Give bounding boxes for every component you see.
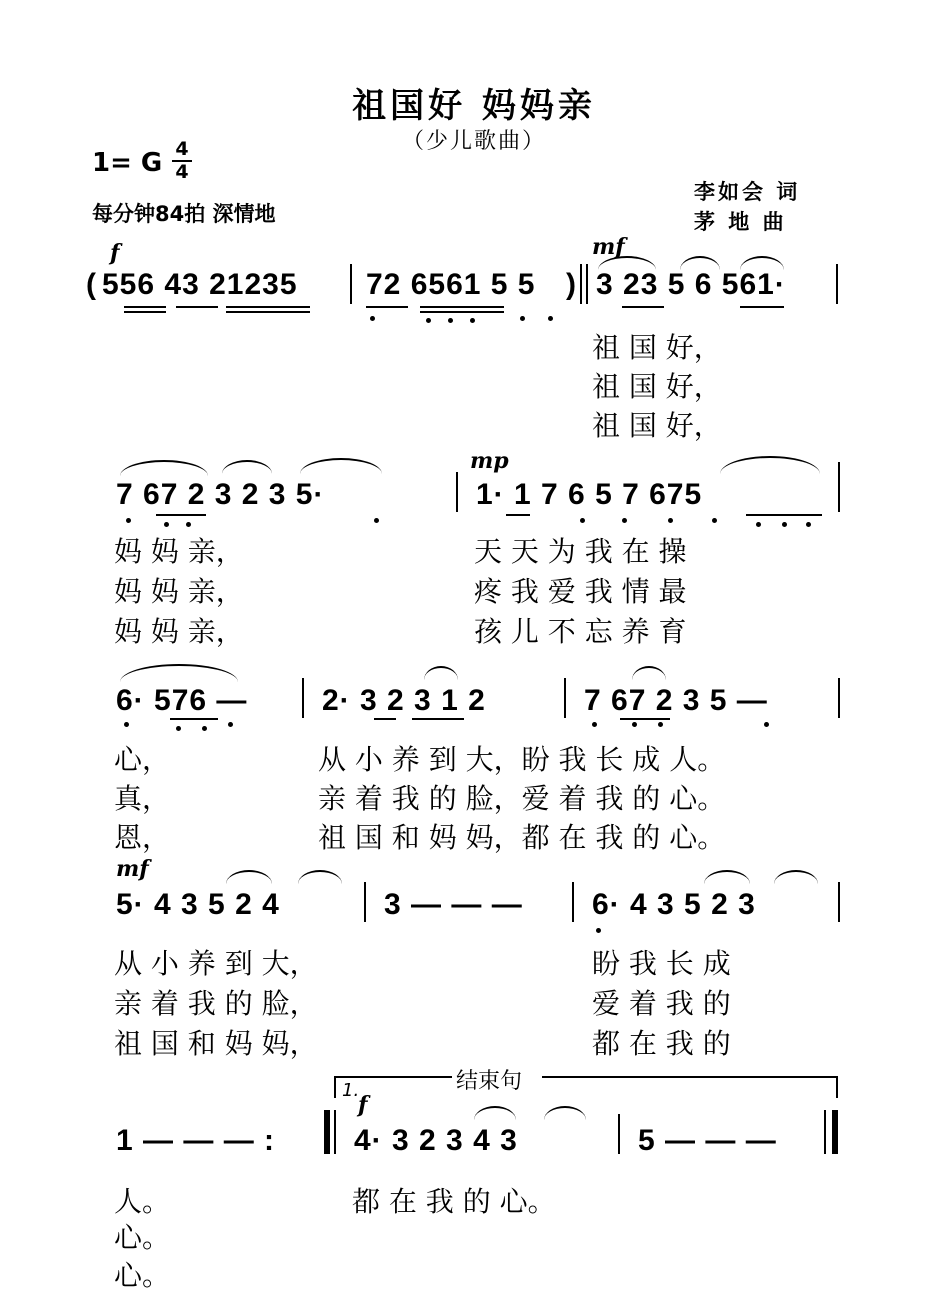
lyric-verse3-line2b: 孩 儿 不 忘 养 育 xyxy=(474,615,687,648)
measure-2: 72 6561 5 5 xyxy=(366,268,536,301)
volta-bracket-left xyxy=(334,1076,336,1098)
low-octave-dot xyxy=(756,522,761,527)
lyric-verse2-line2b: 疼 我 爱 我 情 最 xyxy=(474,575,687,608)
dynamic-mf: mf xyxy=(592,234,625,260)
lyric-verse3-line3a: 恩， xyxy=(114,821,171,854)
volta-bracket xyxy=(542,1076,838,1078)
barline xyxy=(364,882,366,922)
measure-14: 5 — — — xyxy=(638,1124,777,1157)
volta-bracket xyxy=(334,1076,452,1078)
slur xyxy=(474,1106,516,1120)
low-octave-dot xyxy=(374,518,379,523)
low-octave-dot xyxy=(806,522,811,527)
low-octave-dot xyxy=(426,318,431,323)
lyricist-credit: 李如会 词 xyxy=(694,180,801,204)
low-octave-dot xyxy=(782,522,787,527)
lyric-verse1-line1: 祖 国 好， xyxy=(592,331,722,364)
repeat-barline xyxy=(334,1110,336,1154)
measure-12: 1 — — — : xyxy=(116,1124,276,1157)
underline xyxy=(740,306,784,308)
slur xyxy=(424,666,458,680)
low-octave-dot xyxy=(202,726,207,731)
low-octave-dot xyxy=(176,726,181,731)
low-octave-dot xyxy=(592,722,597,727)
underline xyxy=(374,718,396,720)
low-octave-dot xyxy=(520,316,525,321)
lyric-verse1-line5: 人。 xyxy=(114,1185,171,1218)
lyric-verse1-line4a: 从 小 养 到 大， xyxy=(114,947,318,980)
lyric-verse1-line2b: 天 天 为 我 在 操 xyxy=(474,535,687,568)
low-octave-dot xyxy=(764,722,769,727)
time-signature xyxy=(172,140,192,182)
lyric-verse2-line2a: 妈 妈 亲， xyxy=(114,575,244,608)
underline xyxy=(156,514,206,516)
underline xyxy=(170,718,218,720)
low-octave-dot xyxy=(668,518,673,523)
intro-open-paren: ( xyxy=(86,268,97,301)
song-subtitle: （少儿歌曲） xyxy=(401,129,546,154)
barline xyxy=(456,472,458,512)
lyric-verse2-line4b: 爱 着 我 的 xyxy=(592,987,731,1020)
tempo-marking: 每分钟84拍 深情地 xyxy=(92,202,276,226)
barline xyxy=(350,264,352,304)
measure-6: 6· 576 — xyxy=(116,684,248,717)
lyric-verse2-line5: 心。 xyxy=(114,1221,171,1254)
lyric-verse2-line3a: 真， xyxy=(114,782,171,815)
slur xyxy=(680,256,720,270)
underline xyxy=(746,514,822,516)
slur xyxy=(226,870,272,884)
underline xyxy=(226,311,310,313)
barline xyxy=(618,1114,620,1154)
measure-3: 3 23 5 6 561· xyxy=(596,268,786,301)
low-octave-dot xyxy=(228,722,233,727)
ending-label: 结束句 xyxy=(456,1069,523,1094)
measure-4: 7 67 2 3 2 3 5· xyxy=(116,478,325,511)
slur xyxy=(120,460,208,476)
barline xyxy=(838,678,840,718)
volta-bracket-right xyxy=(836,1076,838,1098)
lyric-verse2-line3b: 亲 着 我 的 脸，爱 着 我 的 心。 xyxy=(318,782,726,815)
barline xyxy=(586,264,588,304)
slur xyxy=(632,666,666,680)
underline xyxy=(226,306,310,308)
song-title: 祖国好 妈妈亲 xyxy=(352,86,596,126)
barline xyxy=(302,678,304,718)
barline xyxy=(564,678,566,718)
underline xyxy=(506,514,530,516)
low-octave-dot xyxy=(548,316,553,321)
dynamic-f: f xyxy=(110,240,120,266)
low-octave-dot xyxy=(448,318,453,323)
volta-number: 1. xyxy=(342,1080,360,1101)
lyric-verse3-line1: 祖 国 好， xyxy=(592,409,722,442)
slur xyxy=(774,870,818,884)
low-octave-dot xyxy=(470,318,475,323)
underline xyxy=(412,718,464,720)
underline xyxy=(124,311,166,313)
repeat-barline xyxy=(324,1110,330,1154)
lyric-verse1-line3a: 心， xyxy=(114,743,171,776)
slur xyxy=(298,870,342,884)
slur xyxy=(544,1106,586,1120)
slur xyxy=(120,664,238,682)
low-octave-dot xyxy=(632,722,637,727)
lyric-verse2-line4a: 亲 着 我 的 脸， xyxy=(114,987,318,1020)
lyric-ending-line5: 都 在 我 的 心。 xyxy=(352,1185,556,1218)
lyric-verse3-line2a: 妈 妈 亲， xyxy=(114,615,244,648)
lyric-verse1-line3b: 从 小 养 到 大，盼 我 长 成 人。 xyxy=(318,743,726,776)
lyric-verse1-line2a: 妈 妈 亲， xyxy=(114,535,244,568)
dynamic-mf: mf xyxy=(116,856,149,882)
underline xyxy=(366,306,408,308)
slur xyxy=(300,458,382,474)
underline xyxy=(176,306,218,308)
underline xyxy=(622,306,664,308)
low-octave-dot xyxy=(712,518,717,523)
barline xyxy=(580,264,582,304)
time-signature-bottom: 4 xyxy=(175,161,189,183)
lyric-verse3-line5: 心。 xyxy=(114,1259,171,1292)
slur xyxy=(720,456,820,474)
measure-5: 1· 1 7 6 5 7 675 xyxy=(476,478,703,511)
low-octave-dot xyxy=(658,722,663,727)
key-signature: 1= G xyxy=(92,148,163,178)
measure-10: 3 — — — xyxy=(384,888,523,921)
barline xyxy=(572,882,574,922)
lyric-verse1-line4b: 盼 我 长 成 xyxy=(592,947,731,980)
measure-11: 6· 4 3 5 2 3 xyxy=(592,888,756,921)
composer-credit: 茅 地 曲 xyxy=(694,210,787,234)
barline xyxy=(838,462,840,512)
slur xyxy=(740,256,784,270)
low-octave-dot xyxy=(580,518,585,523)
final-barline-thick xyxy=(832,1110,838,1154)
measure-1: 556 43 21235 xyxy=(102,268,298,301)
slur xyxy=(222,460,272,474)
slur xyxy=(704,870,750,884)
low-octave-dot xyxy=(124,722,129,727)
dynamic-mp: mp xyxy=(470,448,509,474)
underline xyxy=(420,311,504,313)
underline xyxy=(420,306,504,308)
low-octave-dot xyxy=(126,518,131,523)
low-octave-dot xyxy=(164,522,169,527)
low-octave-dot xyxy=(370,316,375,321)
time-signature-top: 4 xyxy=(175,138,189,160)
dynamic-f: f xyxy=(358,1092,368,1118)
barline xyxy=(838,882,840,922)
final-barline-thin xyxy=(824,1110,826,1154)
measure-13: 4· 3 2 3 4 3 xyxy=(354,1124,518,1157)
underline xyxy=(124,306,166,308)
intro-close-paren: ) xyxy=(566,268,577,301)
measure-9: 5· 4 3 5 2 4 xyxy=(116,888,280,921)
measure-7: 2· 3 2 3 1 2 xyxy=(322,684,486,717)
lyric-verse3-line4a: 祖 国 和 妈 妈， xyxy=(114,1027,318,1060)
underline xyxy=(620,718,670,720)
low-octave-dot xyxy=(186,522,191,527)
low-octave-dot xyxy=(596,928,601,933)
lyric-verse3-line3b: 祖 国 和 妈 妈，都 在 我 的 心。 xyxy=(318,821,726,854)
low-octave-dot xyxy=(622,518,627,523)
lyric-verse3-line4b: 都 在 我 的 xyxy=(592,1027,731,1060)
lyric-verse2-line1: 祖 国 好， xyxy=(592,370,722,403)
barline xyxy=(836,264,838,304)
measure-8: 7 67 2 3 5 — xyxy=(584,684,768,717)
